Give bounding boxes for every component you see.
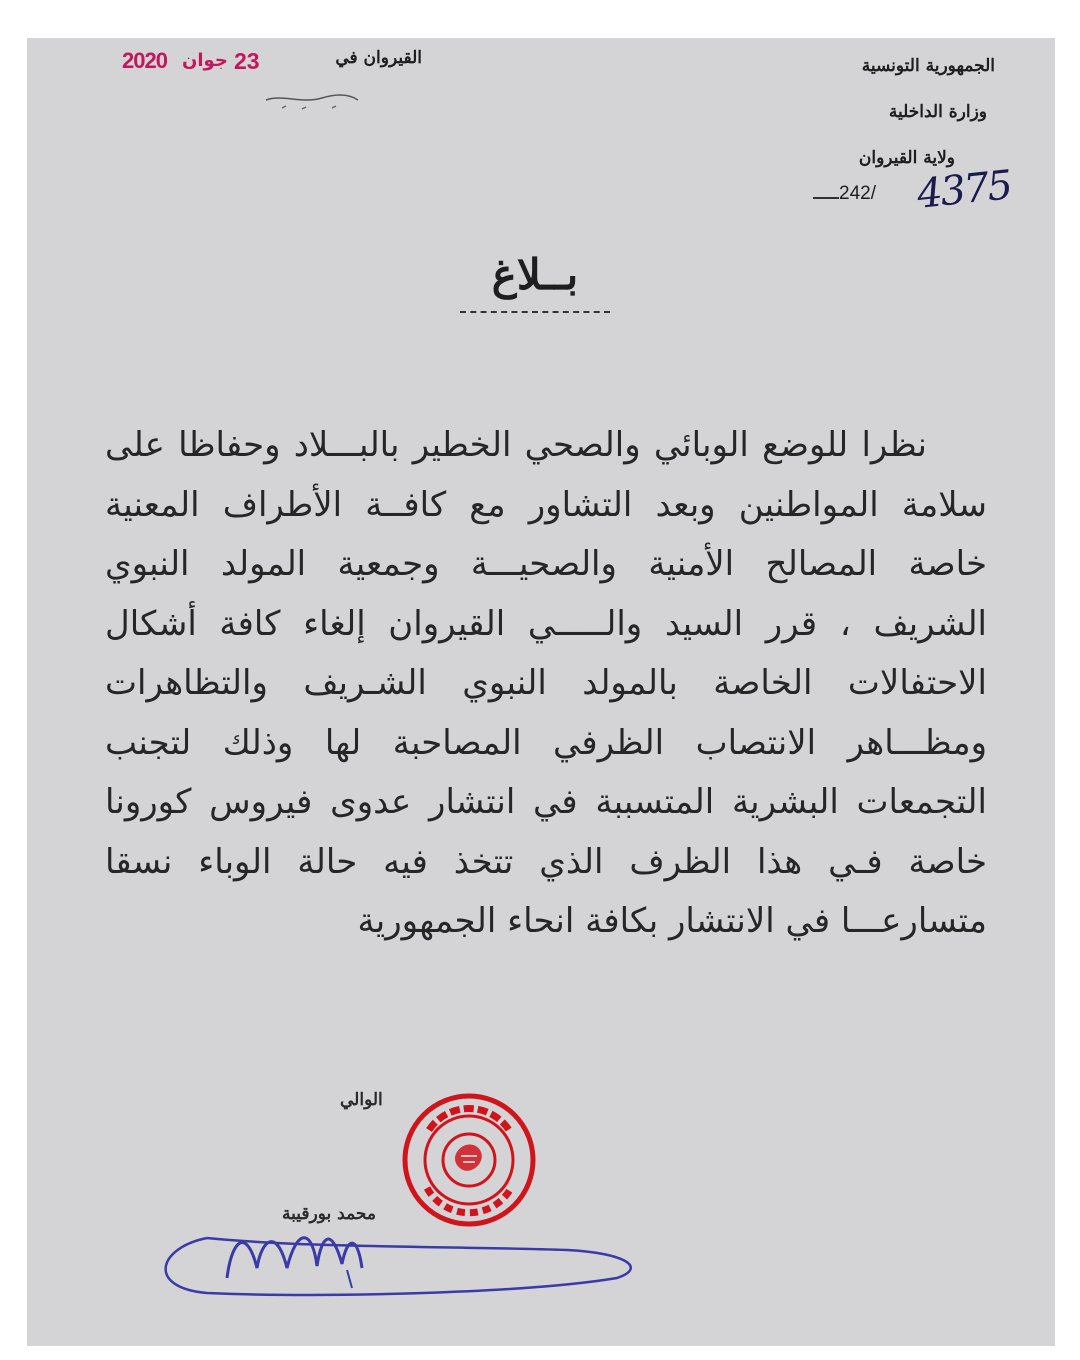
ministry-name: وزارة الداخلية xyxy=(888,102,987,122)
handwritten-signature-icon xyxy=(147,1198,647,1298)
reference-number xyxy=(747,162,1047,233)
signer-name: محمد بورقيبة xyxy=(282,1204,376,1224)
reference-printed: 242/ xyxy=(839,183,876,204)
reference-handwritten: 4375 xyxy=(914,162,1013,218)
governorate-name: ولاية القيروان xyxy=(858,148,955,168)
place-label: القيروان في xyxy=(335,48,422,68)
date-year: 2020 xyxy=(122,48,167,73)
title-underline xyxy=(460,311,610,313)
signer-title: الوالي xyxy=(340,1090,383,1110)
communique-body: نظرا للوضع الوبائي والصحي الخطير بالبـــلاد وحفاظا على سلامة المواطنين وبعد التشاور مع كافــة الأطراف المعنية خاصة المصالح الأمنية والصحيـــة وجمعية المولد النبوي الشريف ، قرر السيد والـــــي القيروان إلغاء كافة أشكال الاحتفالات الخاصة بالمولد النبوي الشـريف والتظاهرات ومظـــاهر الانتصاب الظرفي المصاحبة لها وذلك لتجنب التجمعات البشرية المتسببة في انتشار عدوى فيروس كورونا خاصة فـي هذا الظرف الذي تتخذ فيه حالة الوباء نسقا متسارعـــا في الانتشار بكافة انحاء الجمهورية xyxy=(105,425,987,941)
date-day: 23 xyxy=(234,48,260,74)
date-line xyxy=(122,44,422,104)
issuer-header xyxy=(735,46,995,184)
initials-scribble xyxy=(262,88,362,112)
date-month: جوان xyxy=(182,50,228,71)
document-page xyxy=(27,38,1055,1346)
country-name: الجمهورية التونسية xyxy=(861,56,995,76)
document-title: بــلاغ xyxy=(491,250,579,299)
reference-dash xyxy=(813,197,839,199)
